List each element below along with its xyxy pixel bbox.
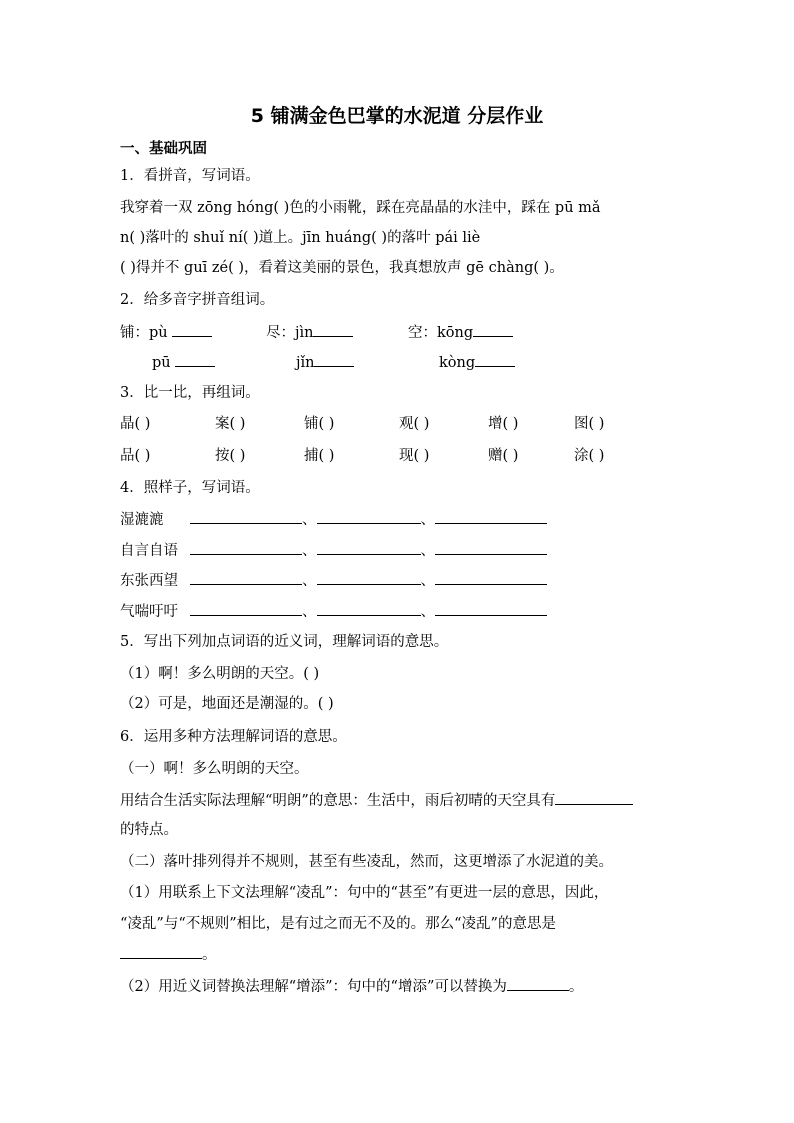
q6-part1-question: 用结合生活实际法理解“明朗”的意思：生活中，雨后初晴的天空具有 [120,790,633,811]
q3-cell: 按( ) [215,448,246,464]
q2-row2-item: jǐn [296,352,354,373]
q4-heading: 4．照样子，写词语。 [120,480,260,496]
q6-sub1-answer: 。 [120,944,217,965]
q4-row: 东张西望 、 、 [120,570,547,591]
q3-cell: 观( ) [399,416,430,432]
q6-part-2: （二）落叶排列得并不规则，甚至有些凌乱，然而，这更增添了水泥道的美。 [120,854,613,870]
q2-row1-item: 尽：jìn [266,322,353,343]
q3-cell: 铺( ) [304,416,335,432]
q2-row2-item: pū [152,352,215,373]
q1-line-1: 我穿着一双 zōng hóng( )色的小雨靴，踩在亮晶晶的水洼中，踩在 pū mǎ [120,200,601,216]
q3-heading: 3．比一比，再组词。 [120,385,260,401]
q4-row: 湿漉漉 、 、 [120,509,547,530]
q6-part-1: （一）啊！多么明朗的天空。 [120,761,309,777]
q3-cell: 品( ) [120,448,151,464]
q6-heading: 6．运用多种方法理解词语的意思。 [120,729,347,745]
q3-cell: 现( ) [399,448,430,464]
q6-sub1-line-b: “凌乱”与“不规则”相比，是有过之而无不及的。那么“凌乱”的意思是 [120,916,556,932]
q3-cell: 图( ) [574,416,605,432]
q2-row1-item: 空：kōng [408,322,513,343]
q6-sub1-line-a: （1）用联系上下文法理解“凌乱”：句中的“甚至”有更进一层的意思，因此， [120,885,609,901]
q6-sub2: （2）用近义词替换法理解“增添”：句中的“增添”可以替换为 。 [120,976,583,997]
q5-heading: 5．写出下列加点词语的近义词，理解词语的意思。 [120,634,449,650]
q5-item-1: （1）啊！多么明朗的天空。( ) [120,666,320,682]
q1-heading: 1．看拼音，写词语。 [120,168,260,184]
q3-cell: 捕( ) [304,448,335,464]
q2-row2-item: kòng [439,352,515,373]
q6-part1-tail: 的特点。 [120,822,178,838]
q3-cell: 增( ) [488,416,519,432]
q3-cell: 晶( ) [120,416,151,432]
q3-cell: 赠( ) [488,448,519,464]
q4-row: 自言自语 、 、 [120,540,547,561]
q2-row1-item: 铺：pù [120,322,212,343]
q2-heading: 2．给多音字拼音组词。 [120,292,275,308]
q1-line-3: ( )得并不 guī zé( )，看着这美丽的景色，我真想放声 gē chàng( )。 [120,260,564,276]
q3-cell: 涂( ) [574,448,605,464]
q1-line-2: n( )落叶的 shuǐ ní( )道上。jīn huáng( )的落叶 pái liè [120,230,481,246]
q3-cell: 案( ) [215,416,246,432]
page-title: 5 铺满金色巴掌的水泥道 分层作业 [250,105,544,127]
q4-row: 气喘吁吁 、 、 [120,601,547,622]
q5-item-2: （2）可是，地面还是潮湿的。( ) [120,696,334,712]
section-heading: 一、基础巩固 [120,141,207,157]
